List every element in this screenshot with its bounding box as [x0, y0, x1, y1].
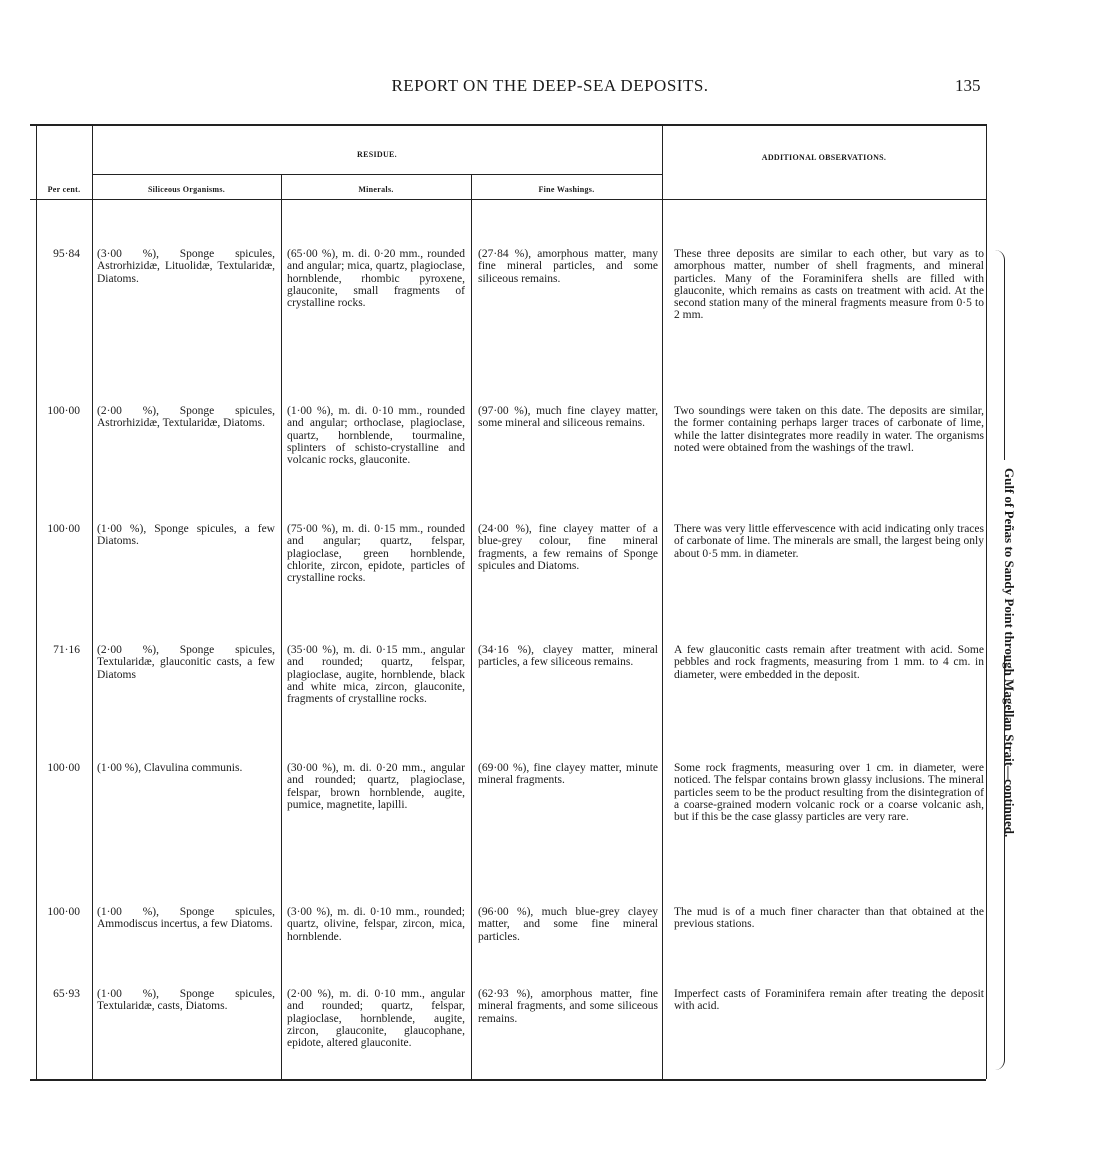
- table-bottom-rule: [30, 1079, 986, 1081]
- cell-fine-washings: (69·00 %), fine clayey matter, minute mineral fragments.: [478, 762, 658, 787]
- cell-minerals: (3·00 %), m. di. 0·10 mm., rounded; quartz, olivine, felspar, zircon, mica, hornblende.: [287, 906, 465, 943]
- cell-minerals: (35·00 %), m. di. 0·15 mm., angular and rounded; quartz, felspar, plagioclase, augite, hornblende, black and white mica, zircon, glauconite, fragments of crystalline rocks.: [287, 644, 465, 706]
- header-siliceous-organisms: Siliceous Organisms.: [147, 185, 226, 194]
- cell-fine-washings: (96·00 %), much blue-grey clayey matter, and some fine mineral particles.: [478, 906, 658, 943]
- cell-siliceous: (1·00 %), Sponge spicules, a few Diatoms.: [97, 523, 275, 548]
- header-minerals: Minerals.: [358, 185, 394, 194]
- col-rule-washings: [662, 124, 663, 1079]
- cell-siliceous: (1·00 %), Sponge spicules, Textularidæ, casts, Diatoms.: [97, 988, 275, 1013]
- page-title: REPORT ON THE DEEP-SEA DEPOSITS.: [391, 76, 709, 95]
- cell-minerals: (65·00 %), m. di. 0·20 mm., rounded and angular; mica, quartz, plagioclase, hornblende, rhombic pyroxene, glauconite, small fragments of crystalline rocks.: [287, 248, 465, 310]
- cell-per-cent: 100·00: [47, 906, 80, 918]
- cell-per-cent: 100·00: [47, 523, 80, 535]
- header-bottom-rule: [30, 199, 986, 200]
- cell-minerals: (75·00 %), m. di. 0·15 mm., rounded and angular; quartz, felspar, plagioclase, green hornblende, chlorite, zircon, epidote, particles of crystalline rocks.: [287, 523, 465, 585]
- cell-per-cent: 100·00: [47, 405, 80, 417]
- header-per-cent: Per cent.: [47, 185, 81, 194]
- header-additional-observations: ADDITIONAL OBSERVATIONS.: [761, 153, 887, 162]
- cell-observations: These three deposits are similar to each other, but vary as to amorphous matter, number of shell fragments, and mineral particles. Many of the Foraminifera shells are filled with glauconite, which remains as casts on treatment with acid. At the second station many of the mineral fragments measure from 0·5 to 2 mm.: [674, 248, 984, 322]
- col-rule-percent: [92, 124, 93, 1079]
- cell-siliceous: (1·00 %), Sponge spicules, Ammodiscus incertus, a few Diatoms.: [97, 906, 275, 931]
- cell-observations: The mud is of a much finer character than that obtained at the previous stations.: [674, 906, 984, 931]
- cell-siliceous: (2·00 %), Sponge spicules, Textularidæ, glauconitic casts, a few Diatoms: [97, 644, 275, 681]
- cell-siliceous-text: (1·00 %), Clavulina communis.: [97, 762, 243, 774]
- cell-minerals: (30·00 %), m. di. 0·20 mm., angular and rounded; quartz, plagioclase, felspar, brown hornblende, augite, pumice, magnetite, lapilli.: [287, 762, 465, 811]
- cell-observations: A few glauconitic casts remain after treatment with acid. Some pebbles and rock fragments, measuring from 1 mm. to 4 cm. in diameter, were embedded in the deposit.: [674, 644, 984, 681]
- cell-fine-washings: (62·93 %), amorphous matter, fine mineral fragments, and some siliceous remains.: [478, 988, 658, 1025]
- col-rule-right: [986, 124, 987, 1079]
- cell-siliceous: (3·00 %), Sponge spicules, Astrorhizidæ, Lituolidæ, Textularidæ, Diatoms.: [97, 248, 275, 285]
- cell-per-cent: 71·16: [53, 644, 80, 656]
- page-number: 135: [955, 76, 981, 95]
- col-rule-minerals: [471, 174, 472, 1079]
- table-top-rule: [30, 124, 986, 126]
- cell-fine-washings: (24·00 %), fine clayey matter of a blue-grey colour, fine mineral fragments, a few remains of Sponge spicules and Diatoms.: [478, 523, 658, 572]
- cell-fine-washings: (34·16 %), clayey matter, mineral particles, a few siliceous remains.: [478, 644, 658, 669]
- cell-fine-washings: (27·84 %), amorphous matter, many fine mineral particles, and some siliceous remains.: [478, 248, 658, 285]
- side-caption: Gulf of Peñas to Sandy Point through Magellan Strait—continued.: [1002, 468, 1017, 838]
- header-residue: RESIDUE.: [357, 150, 397, 159]
- cell-per-cent: 65·93: [53, 988, 80, 1000]
- cell-minerals: (2·00 %), m. di. 0·10 mm., angular and rounded; quartz, felspar, plagioclase, hornblende, augite, zircon, glauconite, glaucophane, epidote, altered glauconite.: [287, 988, 465, 1050]
- cell-per-cent: 95·84: [53, 248, 80, 260]
- header-fine-washings: Fine Washings.: [538, 185, 595, 194]
- brace-top: [990, 250, 1005, 460]
- cell-observations: There was very little effervescence with acid indicating only traces of carbonate of lime. The minerals are small, the largest being only about 0·5 mm. in diameter.: [674, 523, 984, 560]
- cell-siliceous: [97, 762, 275, 774]
- cell-per-cent: 100·00: [47, 762, 80, 774]
- cell-observations: Some rock fragments, measuring over 1 cm. in diameter, were noticed. The felspar contains brown glassy inclusions. The mineral particles seem to be the product resulting from the disintegration of a coarse-grained modern volcanic rock or a coarse volcanic ash, but if this be the case glassy particles are very rare.: [674, 762, 984, 824]
- col-rule-left: [36, 124, 37, 1079]
- cell-fine-washings: (97·00 %), much fine clayey matter, some mineral and siliceous remains.: [478, 405, 658, 430]
- cell-minerals: (1·00 %), m. di. 0·10 mm., rounded and angular; orthoclase, plagioclase, quartz, hornblende, tourmaline, splinters of schisto-crystalline and volcanic rocks, glauconite.: [287, 405, 465, 467]
- cell-observations: Imperfect casts of Foraminifera remain after treating the deposit with acid.: [674, 988, 984, 1013]
- subheader-rule: [92, 174, 662, 175]
- col-rule-siliceous: [281, 174, 282, 1079]
- cell-siliceous: (2·00 %), Sponge spicules, Astrorhizidæ, Textularidæ, Diatoms.: [97, 405, 275, 430]
- cell-observations: Two soundings were taken on this date. The deposits are similar, the former containing perhaps larger traces of carbonate of lime, while the latter disintegrates more readily in water. The organisms noted were obtained from the washings of the trawl.: [674, 405, 984, 454]
